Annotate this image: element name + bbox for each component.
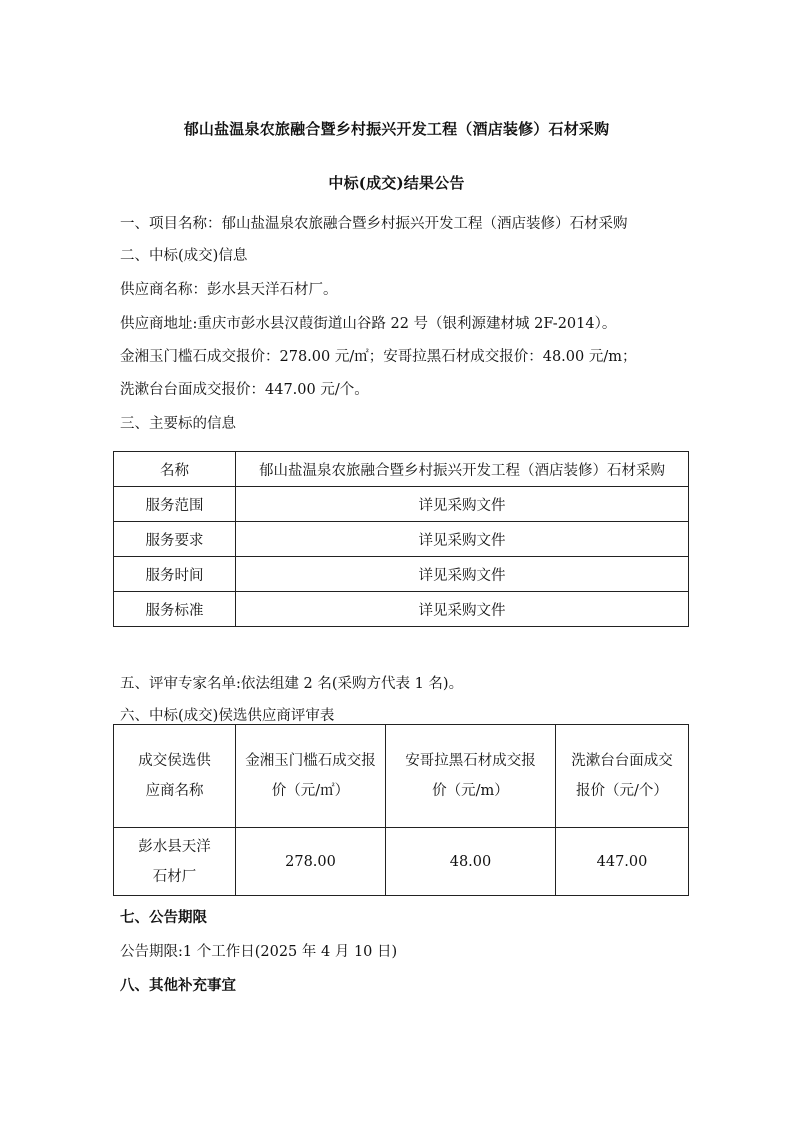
header-text: 价（元/㎡） [271,783,350,799]
section-other-matters: 八、其他补充事宜 [120,977,236,994]
header-cell-washbasin-top [556,725,689,828]
table-cell-label: 服务要求 [114,522,236,557]
header-text: 金湘玉门槛石成交报 [245,753,376,769]
cell-text: 彭水县天洋 [138,838,211,855]
cell-washbasin-price: 447.00 [556,828,689,896]
header-text: 成交侯选供 [138,753,211,769]
table-row [114,592,689,627]
section-main-subject: 三、主要标的信息 [120,416,236,432]
header-cell-supplier [114,725,236,828]
supplier-address: 供应商地址:重庆市彭水县汉葭街道山谷路 22 号（银利源建材城 2F-2014）。 [120,316,617,332]
table-cell-label: 服务范围 [114,487,236,522]
table-cell-value: 详见采购文件 [236,522,689,557]
supplier-name: 供应商名称：彭水县天洋石材厂。 [120,282,338,298]
header-text: 应商名称 [145,783,204,799]
cell-supplier-name [114,828,236,896]
header-text: 价（元/m） [432,783,509,799]
section-notice-period: 七、公告期限 [120,909,207,926]
section-experts: 五、评审专家名单:依法组建 2 名(采购方代表 1 名)。 [120,676,464,692]
table-header-row [114,725,689,828]
doc-title-line2: 中标(成交)结果公告 [328,174,465,192]
table-cell-label: 服务时间 [114,557,236,592]
table-row [114,487,689,522]
table-row [114,522,689,557]
table-cell-label: 名称 [114,452,236,487]
cell-threshold-price: 278.00 [236,828,386,896]
candidate-review-table [113,724,689,896]
section-candidate-review: 六、中标(成交)侯选供应商评审表 [120,708,335,724]
header-text: 报价（元/个） [576,783,668,799]
doc-title-line1: 郁山盐温泉农旅融合暨乡村振兴开发工程（酒店装修）石材采购 [183,120,610,138]
section-award-info: 二、中标(成交)信息 [120,248,248,264]
table-cell-value: 详见采购文件 [236,487,689,522]
table-row [114,828,689,896]
table-cell-value: 详见采购文件 [236,592,689,627]
header-text: 洗漱台台面成交 [571,753,673,769]
price-line-2: 洗漱台台面成交报价：447.00 元/个。 [120,382,369,398]
table-cell-value: 详见采购文件 [236,557,689,592]
cell-text: 石材厂 [152,868,197,885]
header-text: 安哥拉黑石材成交报 [405,753,536,769]
header-cell-threshold-stone [236,725,386,828]
table-cell-label: 服务标准 [114,592,236,627]
price-line-1: 金湘玉门槛石成交报价：278.00 元/㎡；安哥拉黑石材成交报价：48.00 元/m； [120,349,637,365]
main-subject-table [113,451,689,627]
section-project-name: 一、项目名称：郁山盐温泉农旅融合暨乡村振兴开发工程（酒店装修）石材采购 [120,216,628,232]
header-cell-angola-black [386,725,556,828]
notice-period-text: 公告期限:1 个工作日(2025 年 4 月 10 日) [120,944,398,960]
table-row [114,452,689,487]
table-row [114,557,689,592]
table-cell-value: 郁山盐温泉农旅融合暨乡村振兴开发工程（酒店装修）石材采购 [236,452,689,487]
cell-angola-price: 48.00 [386,828,556,896]
